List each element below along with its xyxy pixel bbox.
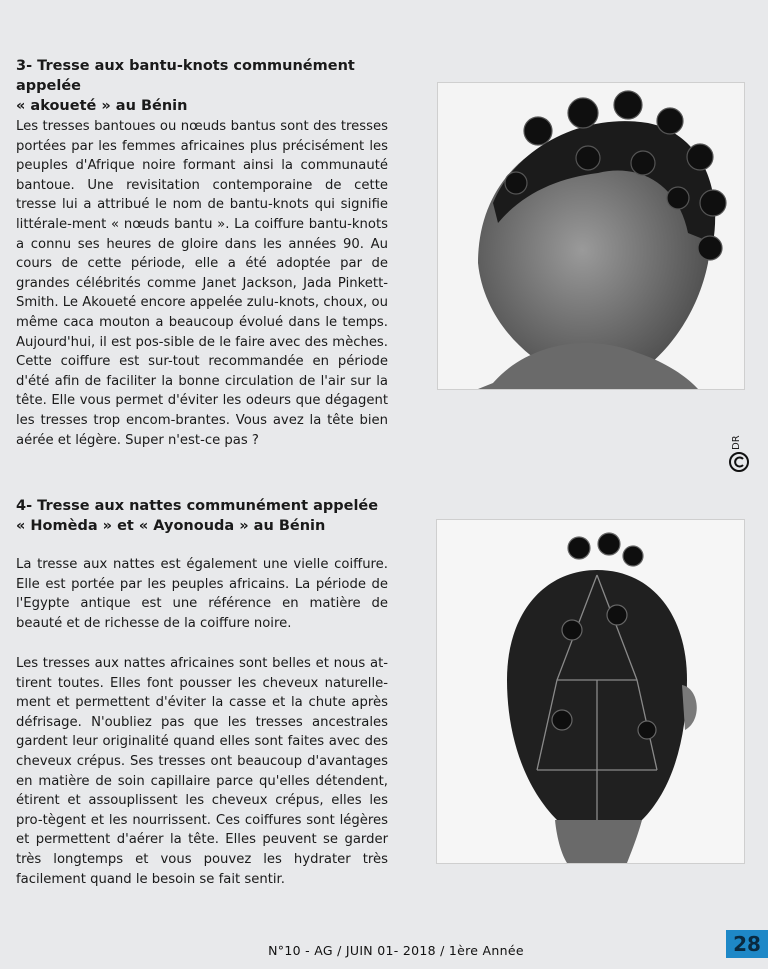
section-3-heading-line2: « akoueté » au Bénin [16,98,188,114]
section-3-heading [16,56,396,116]
footer-issue-info: N°10 - AG / JUIN 01- 2018 / 1ère Année [268,943,524,958]
page-number: 28 [726,930,768,958]
photo-credit [727,430,755,474]
section-4-heading-line1: 4- Tresse aux nattes communément appelée [16,498,379,514]
nattes-braids-photo-illustration [437,520,744,863]
section-4-heading [16,496,396,536]
bantu-knots-photo-illustration [438,83,744,389]
section-4-paragraph-1: La tresse aux nattes est également une vielle coiffure. Elle est portée par les peuples africains. La période de l'Egypte antique est une référence en matière de beauté et de richesse de la coiffure noire. [16,557,388,631]
section-4-heading-line2: « Homèda » et « Ayonouda » au Bénin [16,518,326,534]
section-4-paragraph-2: Les tresses aux nattes africaines sont belles et nous at-tirent toutes. Elles font pousser les cheveux naturelle-ment et permettent d'éviter la casse et la chute après défrisage. N'oubliez pas que les tresses ancestrales gardent leur originalité quand elles sont faites avec des cheveux crépus. Ses tresses ont beaucoup d'avantages en matière de soin capillaire parce qu'elles détendent, étirent et assouplissent les cheveux crépus, elles les pro-tègent et les nourrissent. Ces coiffures sont légères et permettent d'aérer la tête. Elles peuvent se garder très longtemps et vous pouvez les hydrater très facilement quand le besoin se fait sentir. [16,656,388,887]
credit-text: DR [731,435,742,450]
nattes-braids-photo [437,520,744,863]
bantu-knots-photo [438,83,744,389]
section-3-paragraph: Les tresses bantoues ou nœuds bantus sont des tresses portées par les femmes africaines plus précisément les peuples d'Afrique noire formant ainsi la communauté bantoue. Une revisitation contemporaine de cette tresse lui a attribué le nom de bantu-knots qui signifie littérale-ment « nœuds bantu ». La coiffure bantu-knots a connu ses heures de gloire dans les années 90. Au cours de cette période, elle a été adoptée par de grandes célébrités comme Janet Jackson, Jada Pinkett-Smith. Le Akoueté encore appelée zulu-knots, choux, ou même caca mouton a beaucoup évolué dans le temps. Aujourd'hui, il est pos-sible de le faire avec des mèches. Cette coiffure est sur-tout recommandée en période d'été afin de faciliter la bonne circulation de l'air sur la tête. Elle vous permet d'éviter les odeurs que dégagent les tresses trop encom-brantes. Vous avez la tête bien aérée et légère. Super n'est-ce pas ? [16,119,388,448]
section-3-heading-line1: 3- Tresse aux bantu-knots communément appelée [16,58,355,94]
